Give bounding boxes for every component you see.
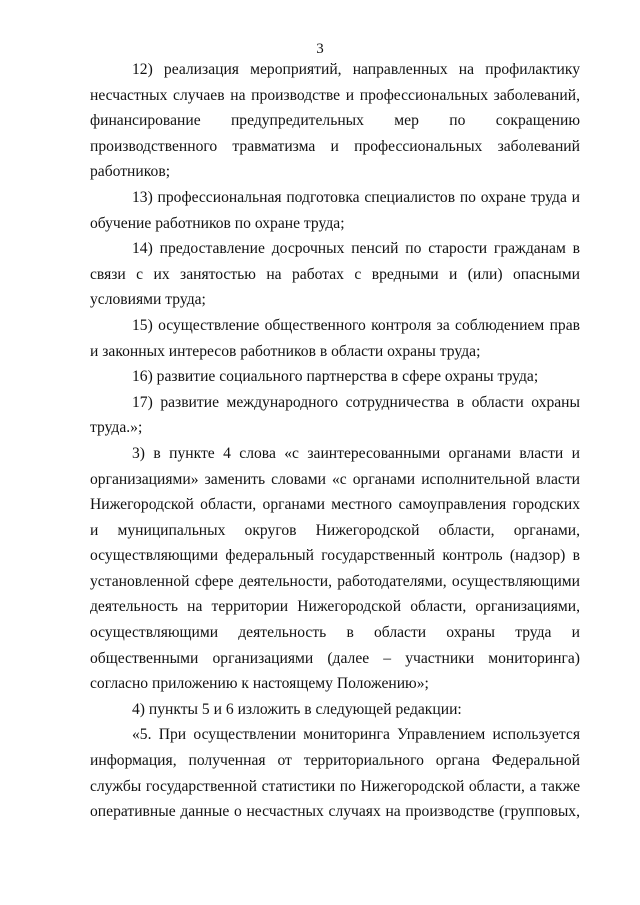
- paragraph-item-13: 13) профессиональная подготовка специалистов по охране труда и обучение работников по охране труда;: [90, 188, 580, 232]
- page-number: 3: [316, 41, 324, 57]
- paragraph-clause-5: «5. При осуществлении мониторинга Управлением используется информация, полученная от территориального органа Федеральной службы государственной статистики по Нижегородской области, а также оперативные данные о несчастных случаях на производстве (групповых,: [90, 726, 580, 821]
- paragraph-amendment-4: 4) пункты 5 и 6 изложить в следующей редакции:: [132, 700, 462, 718]
- paragraph-item-14: 14) предоставление досрочных пенсий по старости гражданам в связи с их занятостью на работах с вредными и (или) опасными условиями труда;: [90, 240, 580, 309]
- paragraph-item-16: 16) развитие социального партнерства в сфере охраны труда;: [132, 368, 539, 386]
- paragraph-item-12: 12) реализация мероприятий, направленных на профилактику несчастных случаев на производстве и профессиональных заболеваний, финансирование предупредительных мер по сокращению производственного травматизма и профессиональных заболеваний работников;: [90, 61, 580, 181]
- paragraph-amendment-3: 3) в пункте 4 слова «с заинтересованными органами власти и организациями» заменить словами «с органами исполнительной власти Нижегородской области, органами местного самоуправления городских и муниципальных округов Нижегородской области, органами, осуществляющими федеральный государственный контроль (надзор) в установленной сфере деятельности, работодателями, осуществляющими деятельность на территории Нижегородской области, организациями, осуществляющими деятельность в области охраны труда и общественными организациями (далее – участники мониторинга) согласно приложению к настоящему Положению»;: [90, 444, 580, 693]
- paragraph-item-15: 15) осуществление общественного контроля за соблюдением прав и законных интересов работников в области охраны труда;: [90, 316, 580, 360]
- document-body: [90, 57, 580, 825]
- paragraph-item-17: 17) развитие международного сотрудничества в области охраны труда.»;: [90, 393, 580, 437]
